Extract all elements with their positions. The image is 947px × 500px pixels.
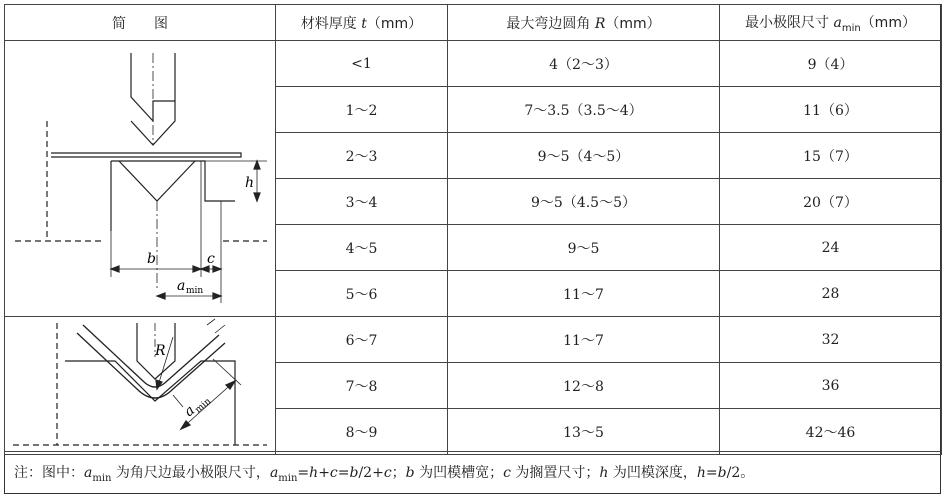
- label-h: h: [245, 175, 255, 191]
- bent-sheet-diagram: [5, 317, 276, 454]
- cell-t: <1: [276, 41, 448, 87]
- table-note: 注：图中：$a_{min}$ 为角尺边最小极限尺寸，$a_{min}=h+c=b/2+c$；b 为凹模槽宽；c 为搁置尺寸；h 为凹模深度，h=b/2。: [14, 465, 755, 484]
- cell-amin: 9（4）: [720, 41, 942, 87]
- cell-t: 2～3: [276, 133, 448, 179]
- table-row: [5, 41, 942, 87]
- cell-r: 4（2～3）: [448, 41, 720, 87]
- cell-r: 12～8: [448, 363, 720, 409]
- cell-amin: 15（7）: [720, 133, 942, 179]
- label-amin2-a: a: [181, 402, 198, 421]
- label-r: R: [155, 343, 166, 359]
- cell-amin: 32: [720, 317, 942, 363]
- cell-amin: 11（6）: [720, 87, 942, 133]
- label-b: b: [147, 251, 156, 267]
- cell-t: 5～6: [276, 271, 448, 317]
- cell-t: 4～5: [276, 225, 448, 271]
- cell-amin: 42～46: [720, 409, 942, 455]
- note-divider: [4, 451, 941, 452]
- label-c: c: [207, 251, 215, 267]
- cell-amin: 28: [720, 271, 942, 317]
- diagram-bottom-cell: [5, 317, 276, 455]
- label-amin-a: a: [177, 278, 186, 294]
- header-diagram: 简 图: [5, 5, 276, 41]
- cell-r: 9～5: [448, 225, 720, 271]
- cell-r: 11～7: [448, 317, 720, 363]
- cell-amin: 20（7）: [720, 179, 942, 225]
- header-radius: 最大弯边圆角 R（mm）: [448, 5, 720, 41]
- diagram-top-cell: [5, 41, 276, 317]
- cell-amin: 24: [720, 225, 942, 271]
- header-thickness: 材料厚度 t（mm）: [276, 5, 448, 41]
- table-row: [5, 317, 942, 363]
- cell-amin: 36: [720, 363, 942, 409]
- cell-r: 9～5（4.5～5）: [448, 179, 720, 225]
- header-amin: 最小极限尺寸 $a_{min}(mm)$: [720, 5, 942, 41]
- cell-t: 8～9: [276, 409, 448, 455]
- cell-t: 6～7: [276, 317, 448, 363]
- cell-r: 7～3.5（3.5～4）: [448, 87, 720, 133]
- header-row: [5, 5, 942, 41]
- label-amin-sub: min: [186, 286, 204, 296]
- label-amin2-sub: min: [193, 396, 214, 416]
- cell-r: 11～7: [448, 271, 720, 317]
- cell-t: 3～4: [276, 179, 448, 225]
- cell-t: 7～8: [276, 363, 448, 409]
- cell-t: 1～2: [276, 87, 448, 133]
- cell-r: 13～5: [448, 409, 720, 455]
- cell-r: 9～5（4～5）: [448, 133, 720, 179]
- v-die-diagram: [5, 41, 276, 313]
- bending-table: [4, 4, 942, 455]
